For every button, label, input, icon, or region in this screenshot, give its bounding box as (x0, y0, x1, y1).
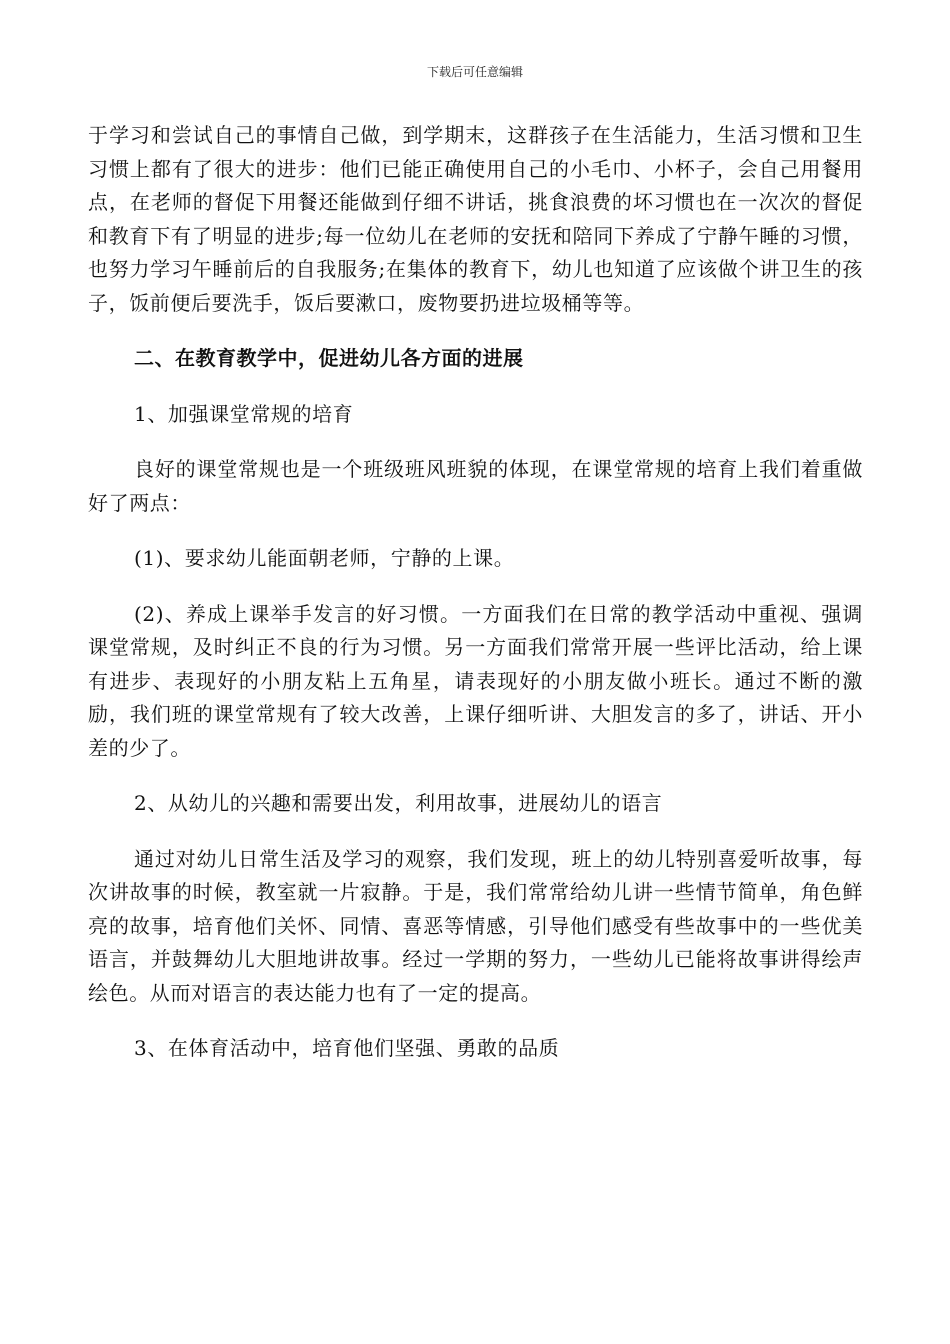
paragraph-spacer (88, 320, 863, 342)
paragraph-spacer (88, 1010, 863, 1032)
page-header-note: 下载后可任意编辑 (426, 65, 523, 79)
paragraph-spacer (88, 821, 863, 843)
subheading-2: 2、从幼儿的兴趣和需要出发，利用故事，进展幼儿的语言 (134, 791, 663, 815)
section-heading-2: 二、在教育教学中，促进幼儿各方面的进展 (134, 346, 524, 370)
document-body (88, 119, 863, 1066)
paragraph-spacer (88, 765, 863, 787)
paragraph-spacer (88, 376, 863, 398)
paragraph-storytelling: 通过对幼儿日常生活及学习的观察，我们发现，班上的幼儿特别喜爱听故事，每次讲故事的时候，教室就一片寂静。于是，我们常常给幼儿讲一些情节简单，角色鲜亮的故事，培育他们关怀、同情、喜恶等情感，引导他们感受有些故事中的一些优美语言，并鼓舞幼儿大胆地讲故事。经过一学期的努力，一些幼儿已能将故事讲得绘声绘色。从而对语言的表达能力也有了一定的提高。 (88, 846, 863, 1005)
paragraph-spacer (88, 576, 863, 598)
paragraph-classroom-routine: 良好的课堂常规也是一个班级班风班貌的体现，在课堂常规的培育上我们着重做好了两点： (88, 457, 863, 515)
paragraph-spacer (88, 520, 863, 542)
subheading-3: 3、在体育活动中，培育他们坚强、勇敢的品质 (134, 1036, 560, 1060)
paragraph-point-1: (1)、要求幼儿能面朝老师，宁静的上课。 (134, 546, 515, 570)
paragraph-spacer (88, 431, 863, 453)
paragraph-point-2: (2)、养成上课举手发言的好习惯。一方面我们在日常的教学活动中重视、强调课堂常规，及时纠正不良的行为习惯。另一方面我们常常开展一些评比活动，给上课有进步、表现好的小朋友粘上五角星，请表现好的小朋友做小班长。通过不断的激励，我们班的课堂常规有了较大改善，上课仔细听讲、大胆发言的多了，讲话、开小差的少了。 (88, 601, 863, 760)
subheading-1: 1、加强课堂常规的培育 (134, 401, 354, 426)
paragraph-self-care-progress: 于学习和尝试自己的事情自己做，到学期末，这群孩子在生活能力，生活习惯和卫生习惯上都有了很大的进步：他们已能正确使用自己的小毛巾、小杯子，会自己用餐用点，在老师的督促下用餐还能做到仔细不讲话，挑食浪费的坏习惯也在一次次的督促和教育下有了明显的进步;每一位幼儿在老师的安抚和陪同下养成了宁静午睡的习惯，也努力学习午睡前后的自我服务;在集体的教育下，幼儿也知道了应该做个讲卫生的孩子，饭前便后要洗手，饭后要漱口，废物要扔进垃圾桶等等。 (88, 123, 863, 315)
